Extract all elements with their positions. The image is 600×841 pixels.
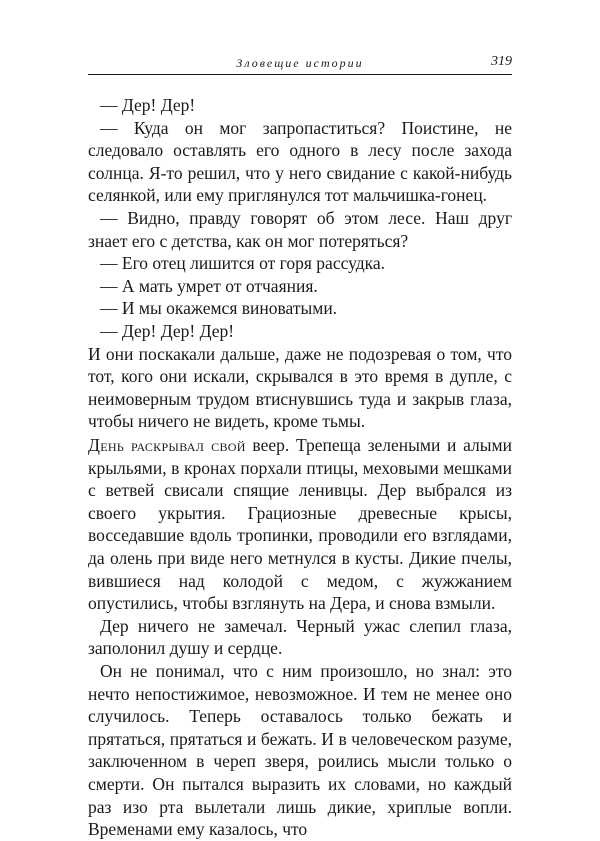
paragraph: — Его отец лишится от горя рассудка.: [100, 253, 386, 274]
section-2-text: [88, 434, 512, 841]
running-header-title: Зловещие истории: [236, 56, 364, 70]
page-number: 319: [491, 54, 512, 69]
paragraph: — Дер! Дер!: [100, 95, 196, 115]
paragraph-rest: веер. Трепеща зелеными и алыми крыльями, в кронах порхали птицы, меховыми мешками с ветвей свисали спящие ленивцы. Дер выбрался из своего укрытия. Грациозные древесные крысы, восседавшие вдоль тропинки, проводили его взглядами, да олень при виде него метнулся в кусты. Дикие пчелы, вившиеся над колодой с медом, с жужжанием опустились, чтобы взглянуть на Дера, и снова взмыли.: [88, 435, 512, 614]
paragraph: — А мать умрет от отчаяния.: [100, 275, 318, 296]
paragraph: Дер ничего не замечал. Черный ужас слепил глаза, заполонил душу и сердце.: [88, 615, 512, 659]
paragraph: — Куда он мог запропаститься? Поистине, не следовало оставлять его одного в лесу после захода солнца. Я-то решил, что у него свидание с какой-нибудь селянкой, или ему приглянулся тот мальчишка-гонец.: [88, 117, 512, 206]
paragraph: — Видно, правду говорят об этом лесе. Наш друг знает его с детства, как он мог потеряться?: [88, 207, 512, 251]
section-1-text: [88, 94, 512, 433]
lead-in-smallcaps: День раскрывал свой: [88, 435, 246, 455]
paragraph: — И мы окажемся виноватыми.: [100, 298, 338, 319]
paragraph: — Дер! Дер! Дер!: [100, 320, 235, 341]
paragraph: Он не понимал, что с ним произошло, но знал: это нечто непостижимое, невозможное. И тем не менее оно случилось. Теперь оставалось только бежать и прятаться, прятаться и бежать. И в человеческом разуме, заключенном в череп зверя, роились мысли только о смерти. Он пытался выразить их словами, но каждый раз изо рта вылетали лишь дикие, хриплые вопли. Временами ему казалось, что: [88, 660, 512, 840]
paragraph: И они поскакали дальше, даже не подозревая о том, что тот, кого они искали, скрывался в это время в дупле, с неимоверным трудом втиснувшись туда и закрыв глаза, чтобы ничего не видеть, кроме тьмы.: [88, 343, 512, 432]
section-opening-paragraph: [88, 434, 512, 615]
running-header: [88, 54, 512, 75]
